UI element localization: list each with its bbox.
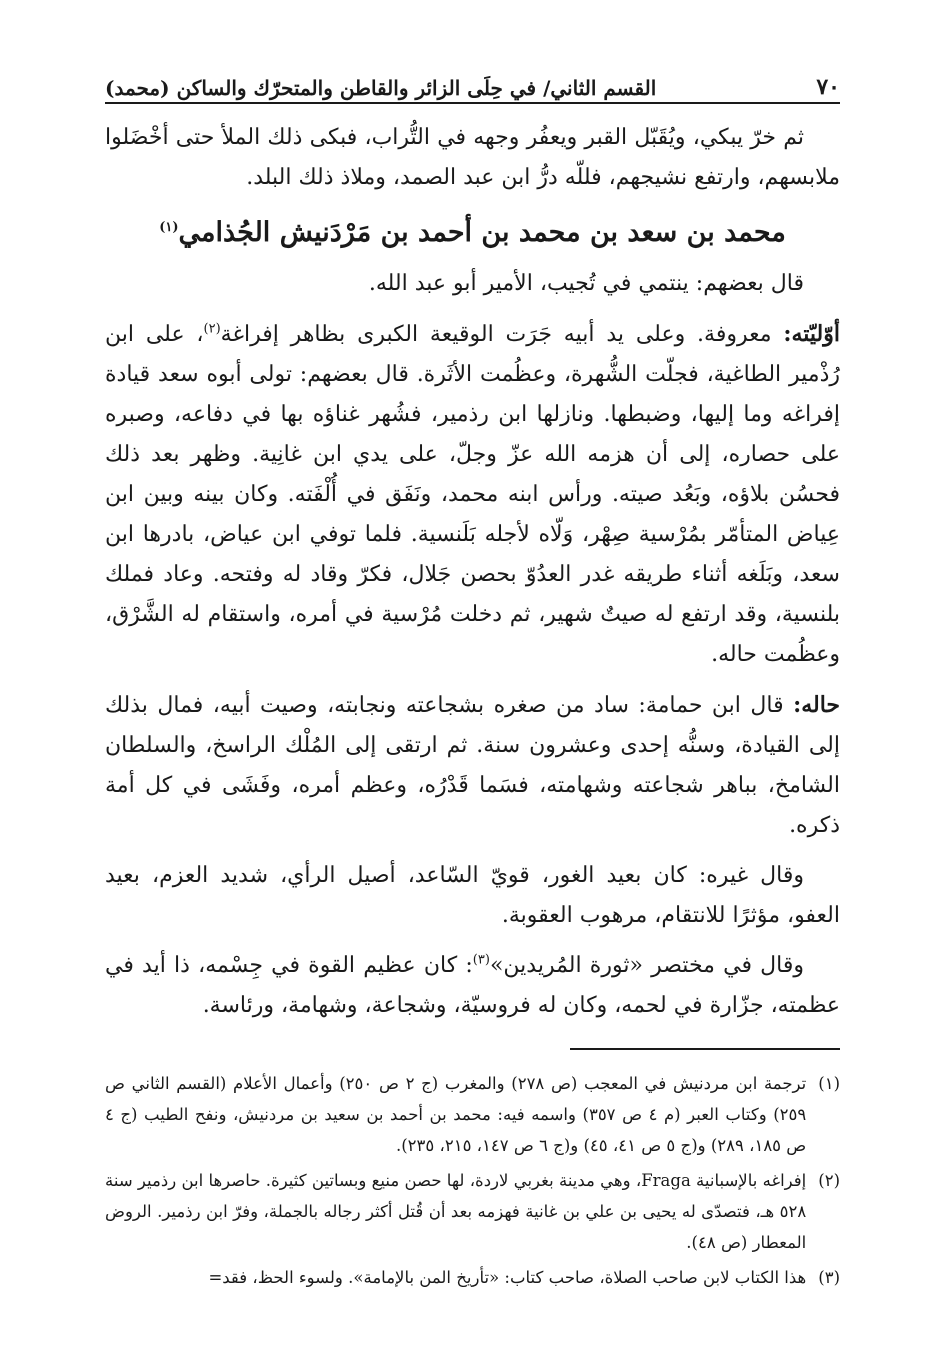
heading-text: محمد بن سعد بن محمد بن أحمد بن مَرْدَنيش الجُذامي: [178, 217, 786, 248]
paragraph-2: قال بعضهم: ينتمي في تُجيب، الأمير أبو عبد الله.: [368, 271, 804, 296]
paragraph-5: وقال غيره: كان بعيد الغور، قويّ السّاعد، أصيل الرأي، شديد العزم، بعيد العفو، مؤثرًا للانتقام، مرهوب العقوبة.: [105, 863, 840, 928]
running-title: القسم الثاني/ في حِلَى الزائر والقاطن والمتحرّك والساكن (محمد): [105, 76, 657, 100]
footnote-text: ترجمة ابن مردنيش في المعجب (ص ٢٧٨) والمغرب (ج ٢ ص ٢٥٠) وأعمال الأعلام (القسم الثاني ص ٢٥٩) وكتاب العبر (م ٤ ص ٣٥٧) واسمه فيه: محمد بن أحمد بن سعيد بن مردنيش، ونفح الطيب (ج ٤ ص ١٨٥، ٢٨٩) و(ج ٥ ص ٤١، ٤٥) و(ج ٦ ص ١٤٧، ٢١٥، ٢٣٥).: [105, 1074, 807, 1155]
footnote-text: إفراغه بالإسبانية Fraga، وهي مدينة بغربي لاردة، لها حصن منيع وبساتين كثيرة. حاصرها ابن رذمير سنة ٥٢٨ هـ، فتصدّى له يحيى بن علي بن غانية فهزمه بعد أن قُتل أكثر رجاله بالجملة، وفرّ ابن رذمير. الروض المعطار (ص ٤٨).: [105, 1171, 807, 1252]
footnote-1: [105, 1068, 840, 1161]
origin-text-b: ، على ابن رُذْمير الطاغية، فجلّت الشُّهرة، وعظُمت الأثَرة. قال بعضهم: تولى أبوه سعد قيادة إفراغه وما إليها، وضبطها. ونازلها ابن رذمير، فشُهر غناؤه بها في دفاعه، وصبره على حصاره، إلى أن هزمه الله عزّ وجلّ، على يدي ابن غانِية. وظهر بعد ذلك فحسُن بلاؤه، وبَعُد صيته. ورأس ابنه محمد، ونَفَق في أُلْفَته. وكان بينه وبين ابن عِياض المتأمّر بمُرْسية صِهْر، وَلّاه لأجله بَلَنسية. فلما توفي ابن عياض، بادرها ابن سعد، وبَلَغه أثناء طريقه غدر العدُوّ بحصن جَلال، فكرّ وقاد له وفتحه. وعاد فملك بلنسية، وقد ارتفع له صيتٌ شهير، ثم دخلت مُرْسية في أمره، واستقام له الشَّرْق، وعظُمت حاله.: [105, 322, 840, 667]
paragraph-1: ثم خرّ يبكي، ويُقَبّل القبر ويعفُر وجهه في التُّراب، فبكى ذلك الملأ حتى أخْضَلوا ملابسهم، وارتفع نشيجهم، فللّه درُّ ابن عبد الصمد، وملاذ ذلك البلد.: [105, 125, 840, 190]
origin-text-a: معروفة. وعلى يد أبيه جَرَت الوقيعة الكبرى بظاهر إفراغة: [220, 322, 784, 347]
footnote-number: (٢): [818, 1171, 840, 1190]
footnote-ref-1: (١): [159, 220, 179, 235]
state-lead: حاله:: [793, 692, 840, 718]
paragraph-origin: [105, 314, 840, 675]
header-rule: [105, 102, 840, 104]
footnote-number: (١): [818, 1074, 840, 1093]
state-text: قال ابن حمامة: ساد من صغره بشجاعته ونجابته، وصيت أبيه، فمال بذلك إلى القيادة، وسنُّه إحدى وعشرون سنة. ثم ارتقى إلى المُلْك الراسخ، والسلطان الشامخ، بباهر شجاعته وشهامته، فسَما قَدْرُه، وعظم أمره، وفَشَى في كل أمة ذكره.: [105, 693, 840, 838]
origin-lead: أوّليّته:: [783, 321, 840, 347]
paragraph-6-a: وقال في مختصر «ثورة المُريدين»: [489, 953, 804, 978]
main-text: [105, 118, 840, 1026]
footnote-ref-3: (٣): [472, 952, 490, 968]
footnote-3: [105, 1262, 840, 1293]
paragraph-6-b: : كان عظيم القوة في جِسْمه، ذا أيد في عظمته، جزّارة في لحمه، وكان له فروسيّة، وشجاعة، وشهامة، ورئاسة.: [105, 953, 840, 1018]
page-number: ٧٠: [816, 74, 840, 100]
footnotes: [105, 1068, 840, 1297]
paragraph-state: [105, 685, 840, 846]
biography-heading: [105, 204, 840, 262]
footnote-number: (٣): [818, 1268, 840, 1287]
page-header: [105, 60, 840, 100]
footnote-ref-2: (٢): [203, 321, 221, 337]
footnote-rule: [570, 1048, 840, 1050]
paragraph-6: [105, 946, 840, 1026]
footnote-text: هذا الكتاب لابن صاحب الصلاة، صاحب كتاب: «تأريخ المن بالإمامة». ولسوء الحظ، فقد=: [208, 1268, 807, 1287]
footnote-2: [105, 1165, 840, 1258]
